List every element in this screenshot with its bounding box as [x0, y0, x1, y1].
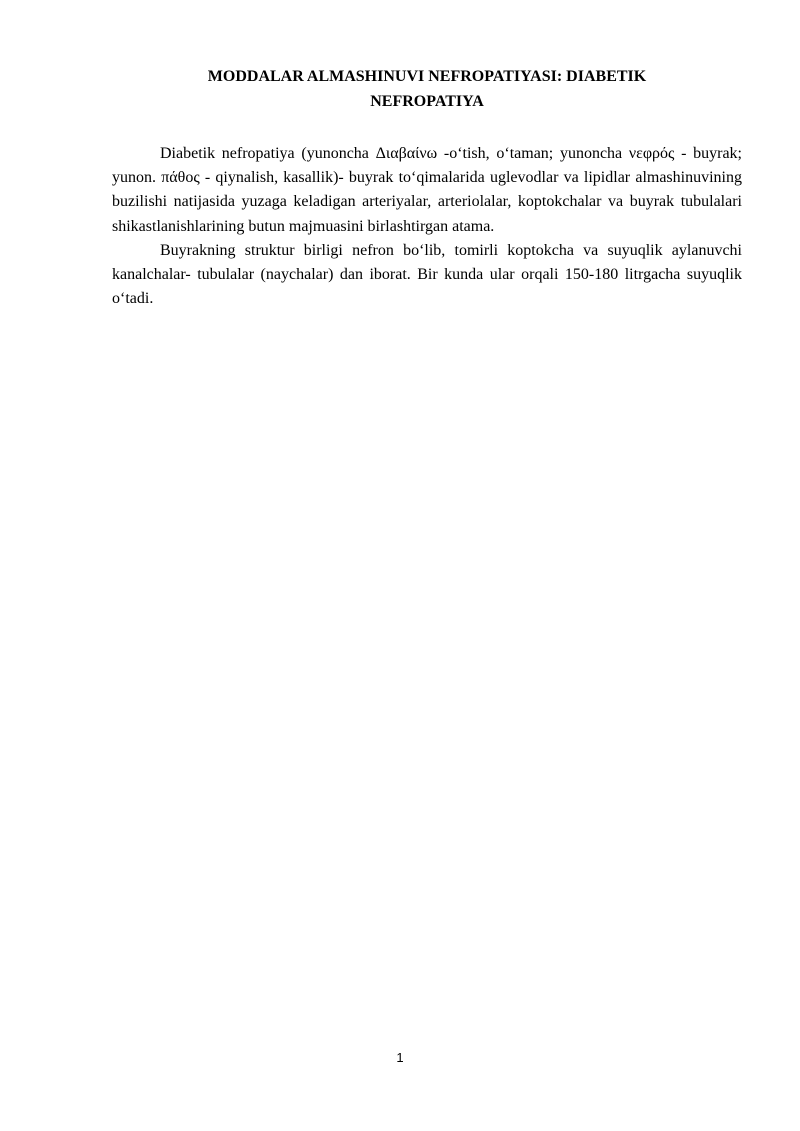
page-number: 1	[396, 1050, 404, 1065]
title-line-1: MODDALAR ALMASHINUVI NEFROPATIYASI: DIABETIK	[207, 68, 647, 85]
paragraph-nephron: Buyrakning struktur birligi nefron bo‘lib, tomirli koptokcha va suyuqlik aylanuvchi kanalchalar- tubulalar (naychalar) dan iborat. Bir kunda ular orqali 150-180 litrgacha suyuqlik o‘tadi.	[112, 241, 742, 308]
paragraph-definition: Diabetik nefropatiya (yunoncha Διαβαίνω -o‘tish, o‘taman; yunoncha νεφρός - buyrak; yunon. πάθος - qiynalish, kasallik)- buyrak to‘qimalarida uglevodlar va lipidlar almashinuvining buzilishi natijasida yuzaga keladigan arteriyalar, arteriolalar, koptokchalar va buyrak tubulalari shikastlanishlarining butun majmuasini birlashtirgan atama.	[112, 145, 742, 235]
title-line-2: NEFROPATIYA	[370, 93, 484, 110]
body-text	[112, 142, 742, 311]
page-title	[112, 64, 742, 114]
